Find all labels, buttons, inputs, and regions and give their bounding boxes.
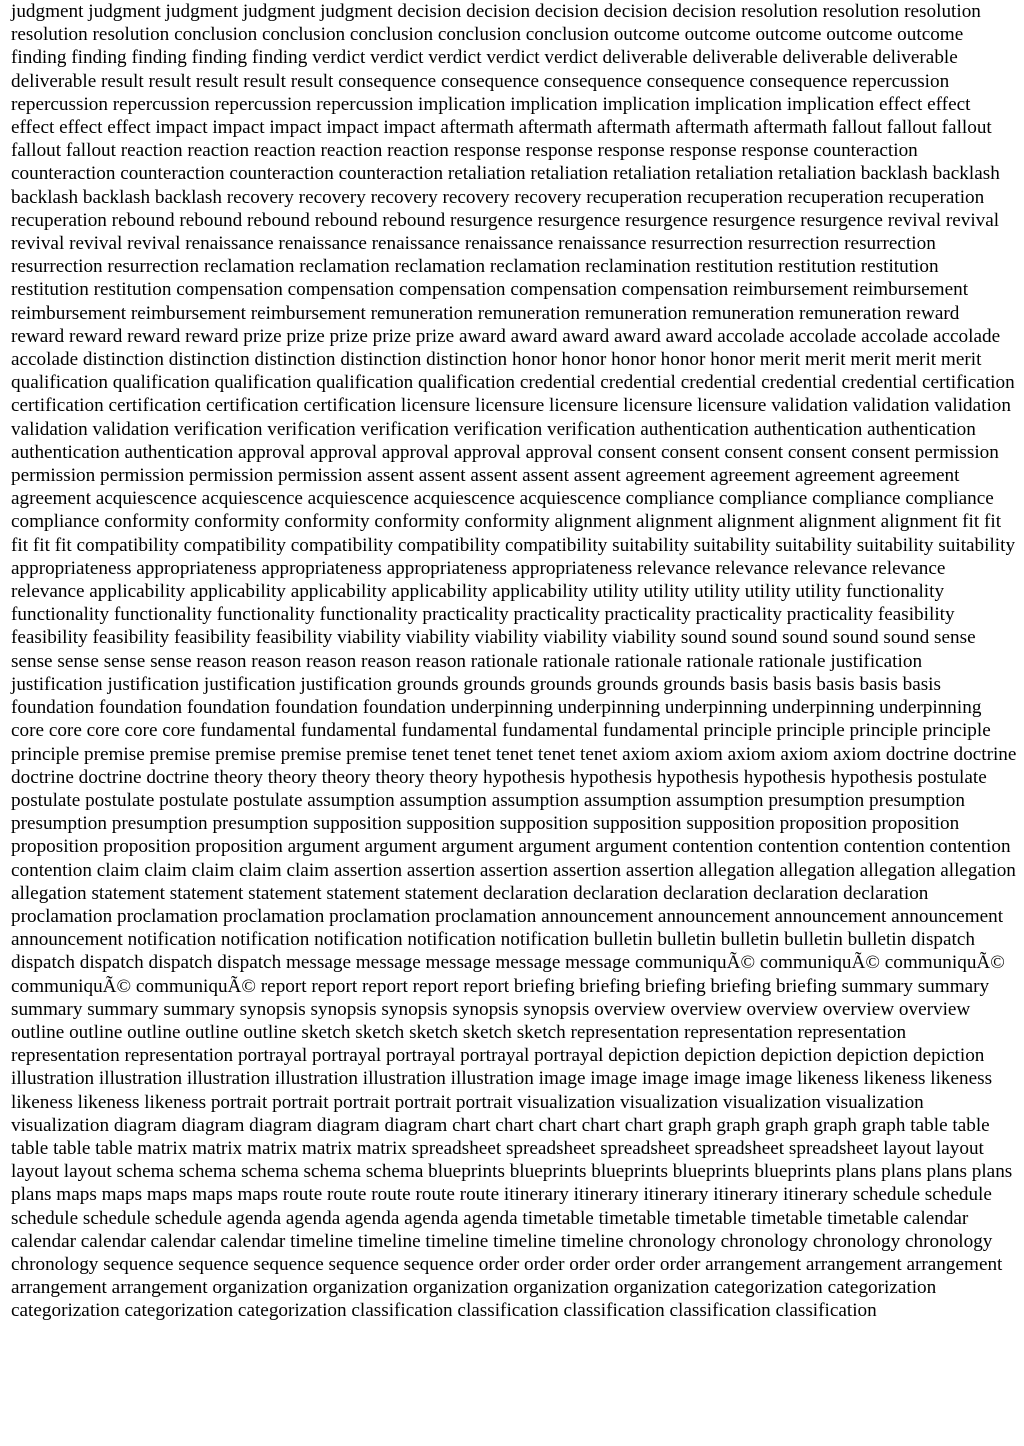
document-body-text: judgment judgment judgment judgment judgment decision decision decision decision decision resolution resolution resolution resolution resolution conclusion conclusion conclusion conclusion conclusion outcome outcome outcome outcome outcome finding finding finding finding finding verdict verdict verdict verdict verdict deliverable deliverable deliverable deliverable deliverable result result result result result consequence consequence consequence consequence consequence repercussion repercussion repercussion repercussion repercussion implication implication implication implication implication effect effect effect effect effect impact impact impact impact impact aftermath aftermath aftermath aftermath aftermath fallout fallout fallout fallout fallout reaction reaction reaction reaction reaction response response response response response counteraction counteraction counteraction counteraction counteraction retaliation retaliation retaliation retaliation retaliation backlash backlash backlash backlash backlash recovery recovery recovery recovery recovery recuperation recuperation recuperation recuperation recuperation rebound rebound rebound rebound rebound resurgence resurgence resurgence resurgence resurgence revival revival revival revival revival renaissance renaissance renaissance renaissance renaissance resurrection resurrection resurrection resurrection resurrection reclamation reclamation reclamation reclamation reclamination restitution restitution restitution restitution restitution compensation compensation compensation compensation compensation reimbursement reimbursement reimbursement reimbursement reimbursement remuneration remuneration remuneration remuneration remuneration reward reward reward reward reward prize prize prize prize prize award award award award award accolade accolade accolade accolade accolade distinction distinction distinction distinction distinction honor honor honor honor honor merit merit merit merit merit qualification qualification qualification qualification qualification credential credential credential credential credential certification certification certification certification certification licensure licensure licensure licensure licensure validation validation validation validation validation verification verification verification verification verification authentication authentication authentication authentication authentication approval approval approval approval approval consent consent consent consent consent permission permission permission permission permission assent assent assent assent assent agreement agreement agreement agreement agreement acquiescence acquiescence acquiescence acquiescence acquiescence compliance compliance compliance compliance compliance conformity conformity conformity conformity conformity alignment alignment alignment alignment alignment fit fit fit fit fit compatibility compatibility compatibility compatibility compatibility suitability suitability suitability suitability suitability appropriateness appropriateness appropriateness appropriateness appropriateness relevance relevance relevance relevance relevance applicability applicability applicability applicability applicability utility utility utility utility utility functionality functionality functionality functionality functionality practicality practicality practicality practicality practicality feasibility feasibility feasibility feasibility feasibility viability viability viability viability viability sound sound sound sound sound sense sense sense sense sense reason reason reason reason reason rationale rationale rationale rationale rationale justification justification justification justification justification grounds grounds grounds grounds grounds basis basis basis basis basis foundation foundation foundation foundation foundation underpinning underpinning underpinning underpinning underpinning core core core core core fundamental fundamental fundamental fundamental fundamental principle principle principle principle principle premise premise premise premise premise tenet tenet tenet tenet tenet axiom axiom axiom axiom axiom doctrine doctrine doctrine doctrine doctrine theory theory theory theory theory hypothesis hypothesis hypothesis hypothesis hypothesis postulate postulate postulate postulate postulate assumption assumption assumption assumption assumption presumption presumption presumption presumption presumption supposition supposition supposition supposition supposition proposition proposition proposition proposition proposition argument argument argument argument argument contention contention contention contention contention claim claim claim claim claim assertion assertion assertion assertion assertion allegation allegation allegation allegation allegation statement statement statement statement statement declaration declaration declaration declaration declaration proclamation proclamation proclamation proclamation proclamation announcement announcement announcement announcement announcement notification notification notification notification notification bulletin bulletin bulletin bulletin bulletin dispatch dispatch dispatch dispatch dispatch message message message message message communiquÃ© communiquÃ© communiquÃ© communiquÃ© communiquÃ© report report report report report briefing briefing briefing briefing briefing summary summary summary summary summary synopsis synopsis synopsis synopsis synopsis overview overview overview overview overview outline outline outline outline outline sketch sketch sketch sketch sketch representation representation representation representation representation portrayal portrayal portrayal portrayal portrayal depiction depiction depiction depiction depiction illustration illustration illustration illustration illustration illustration image image image image image likeness likeness likeness likeness likeness likeness portrait portrait portrait portrait portrait visualization visualization visualization visualization visualization diagram diagram diagram diagram diagram chart chart chart chart chart graph graph graph graph graph table table table table table matrix matrix matrix matrix matrix spreadsheet spreadsheet spreadsheet spreadsheet spreadsheet layout layout layout layout schema schema schema schema schema blueprints blueprints blueprints blueprints blueprints plans plans plans plans plans maps maps maps maps maps route route route route route itinerary itinerary itinerary itinerary itinerary schedule schedule schedule schedule schedule agenda agenda agenda agenda agenda timetable timetable timetable timetable timetable calendar calendar calendar calendar calendar timeline timeline timeline timeline timeline chronology chronology chronology chronology chronology sequence sequence sequence sequence sequence order order order order order arrangement arrangement arrangement arrangement arrangement organization organization organization organization organization categorization categorization categorization categorization categorization classification classification classification classification classification [11, 1, 1017, 1322]
